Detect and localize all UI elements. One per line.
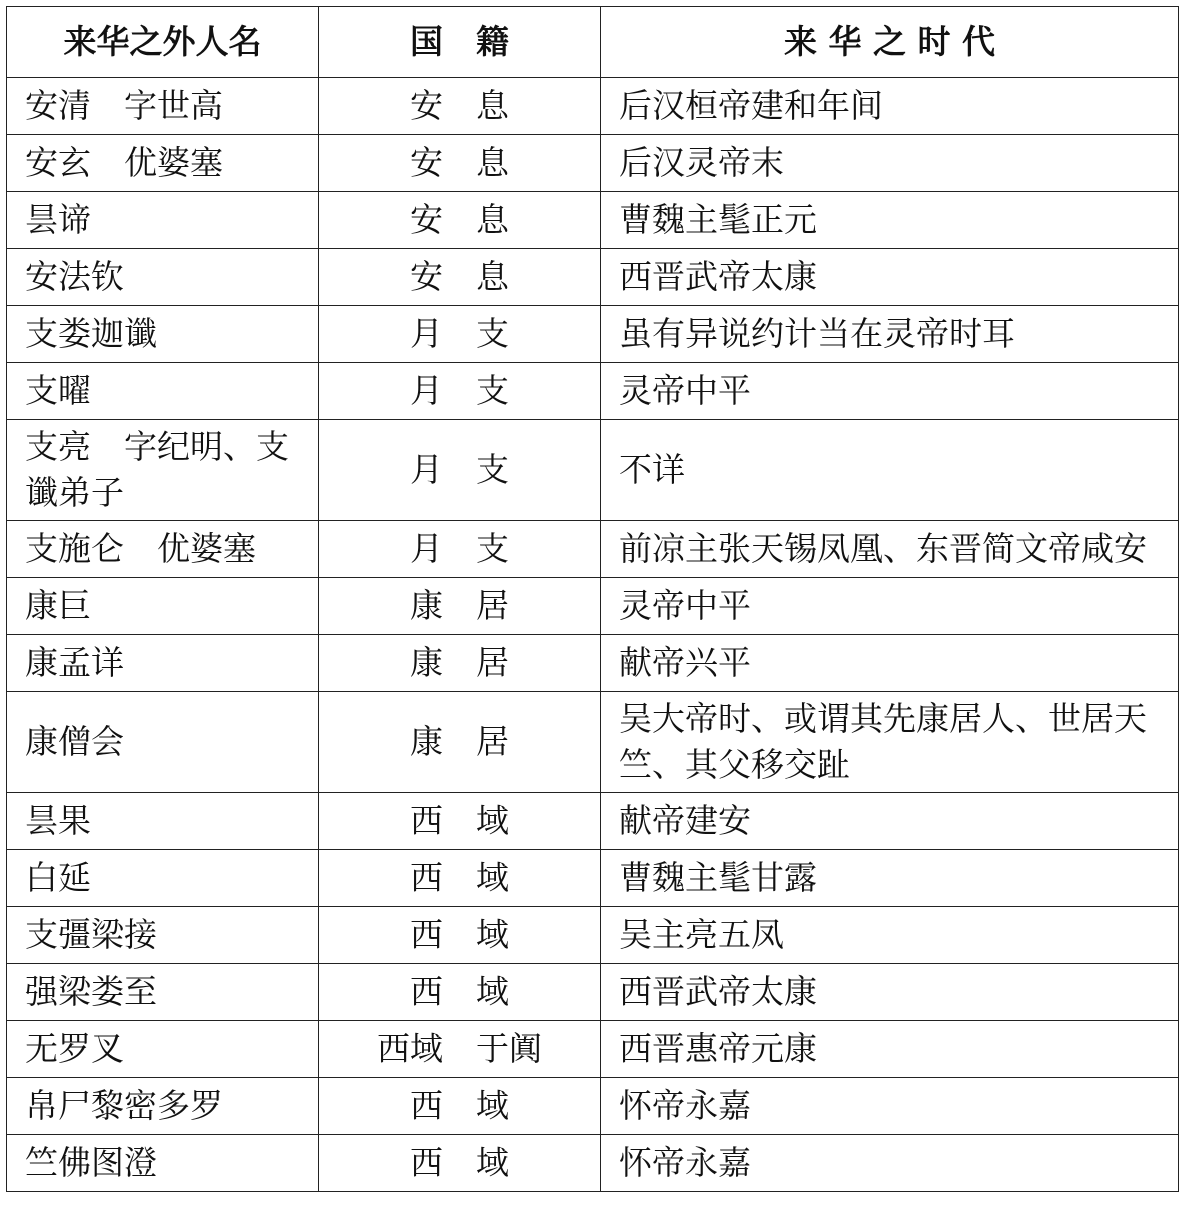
table-row <box>7 420 1179 521</box>
cell-nationality: 西域 于阗 <box>319 1021 601 1078</box>
cell-foreign-name: 支娄迦谶 <box>7 306 319 363</box>
table-row <box>7 78 1179 135</box>
cell-nationality: 西 域 <box>319 850 601 907</box>
cell-foreign-name: 支施仑 优婆塞 <box>7 521 319 578</box>
cell-nationality: 月 支 <box>319 363 601 420</box>
table-row <box>7 249 1179 306</box>
cell-era: 前凉主张天锡凤凰、东晋简文帝咸安 <box>601 521 1179 578</box>
cell-foreign-name: 白延 <box>7 850 319 907</box>
cell-era: 后汉灵帝末 <box>601 135 1179 192</box>
table-row <box>7 1078 1179 1135</box>
cell-nationality: 安 息 <box>319 78 601 135</box>
foreign-monks-table <box>6 6 1179 1192</box>
header-name: 来华之外人名 <box>7 7 319 78</box>
cell-nationality: 西 域 <box>319 964 601 1021</box>
cell-era: 虽有异说约计当在灵帝时耳 <box>601 306 1179 363</box>
cell-foreign-name: 安清 字世高 <box>7 78 319 135</box>
table-row <box>7 1021 1179 1078</box>
table-row <box>7 306 1179 363</box>
table-row <box>7 578 1179 635</box>
cell-era: 曹魏主髦正元 <box>601 192 1179 249</box>
cell-era: 曹魏主髦甘露 <box>601 850 1179 907</box>
table-body <box>7 78 1179 1192</box>
cell-era: 献帝兴平 <box>601 635 1179 692</box>
cell-nationality: 月 支 <box>319 420 601 521</box>
cell-era: 灵帝中平 <box>601 578 1179 635</box>
table-row <box>7 363 1179 420</box>
cell-nationality: 康 居 <box>319 692 601 793</box>
header-era: 来 华 之 时 代 <box>601 7 1179 78</box>
cell-nationality: 康 居 <box>319 578 601 635</box>
cell-foreign-name: 无罗叉 <box>7 1021 319 1078</box>
cell-nationality: 月 支 <box>319 521 601 578</box>
cell-foreign-name: 支曜 <box>7 363 319 420</box>
cell-era: 怀帝永嘉 <box>601 1135 1179 1192</box>
cell-nationality: 康 居 <box>319 635 601 692</box>
table-row <box>7 635 1179 692</box>
cell-foreign-name: 安玄 优婆塞 <box>7 135 319 192</box>
header-nationality: 国 籍 <box>319 7 601 78</box>
cell-era: 不详 <box>601 420 1179 521</box>
table-row <box>7 521 1179 578</box>
cell-era: 吴主亮五凤 <box>601 907 1179 964</box>
table-row <box>7 135 1179 192</box>
cell-era: 献帝建安 <box>601 793 1179 850</box>
cell-nationality: 安 息 <box>319 249 601 306</box>
cell-nationality: 西 域 <box>319 1078 601 1135</box>
foreign-monks-table-container <box>6 6 1178 1192</box>
cell-era: 西晋惠帝元康 <box>601 1021 1179 1078</box>
cell-nationality: 安 息 <box>319 135 601 192</box>
table-header-row <box>7 7 1179 78</box>
cell-foreign-name: 康僧会 <box>7 692 319 793</box>
cell-foreign-name: 竺佛图澄 <box>7 1135 319 1192</box>
cell-nationality: 西 域 <box>319 793 601 850</box>
cell-era: 后汉桓帝建和年间 <box>601 78 1179 135</box>
cell-nationality: 西 域 <box>319 1135 601 1192</box>
table-row <box>7 793 1179 850</box>
cell-foreign-name: 支亮 字纪明、支谶弟子 <box>7 420 319 521</box>
table-row <box>7 850 1179 907</box>
cell-nationality: 安 息 <box>319 192 601 249</box>
cell-era: 西晋武帝太康 <box>601 249 1179 306</box>
cell-foreign-name: 支彊梁接 <box>7 907 319 964</box>
cell-nationality: 月 支 <box>319 306 601 363</box>
table-row <box>7 692 1179 793</box>
table-row <box>7 192 1179 249</box>
table-row <box>7 1135 1179 1192</box>
cell-foreign-name: 昙谛 <box>7 192 319 249</box>
cell-era: 怀帝永嘉 <box>601 1078 1179 1135</box>
cell-era: 灵帝中平 <box>601 363 1179 420</box>
cell-era: 西晋武帝太康 <box>601 964 1179 1021</box>
table-row <box>7 907 1179 964</box>
cell-foreign-name: 帛尸黎密多罗 <box>7 1078 319 1135</box>
cell-foreign-name: 强梁娄至 <box>7 964 319 1021</box>
cell-nationality: 西 域 <box>319 907 601 964</box>
cell-foreign-name: 康孟详 <box>7 635 319 692</box>
table-row <box>7 964 1179 1021</box>
cell-foreign-name: 安法钦 <box>7 249 319 306</box>
cell-era: 吴大帝时、或谓其先康居人、世居天竺、其父移交趾 <box>601 692 1179 793</box>
cell-foreign-name: 康巨 <box>7 578 319 635</box>
cell-foreign-name: 昙果 <box>7 793 319 850</box>
